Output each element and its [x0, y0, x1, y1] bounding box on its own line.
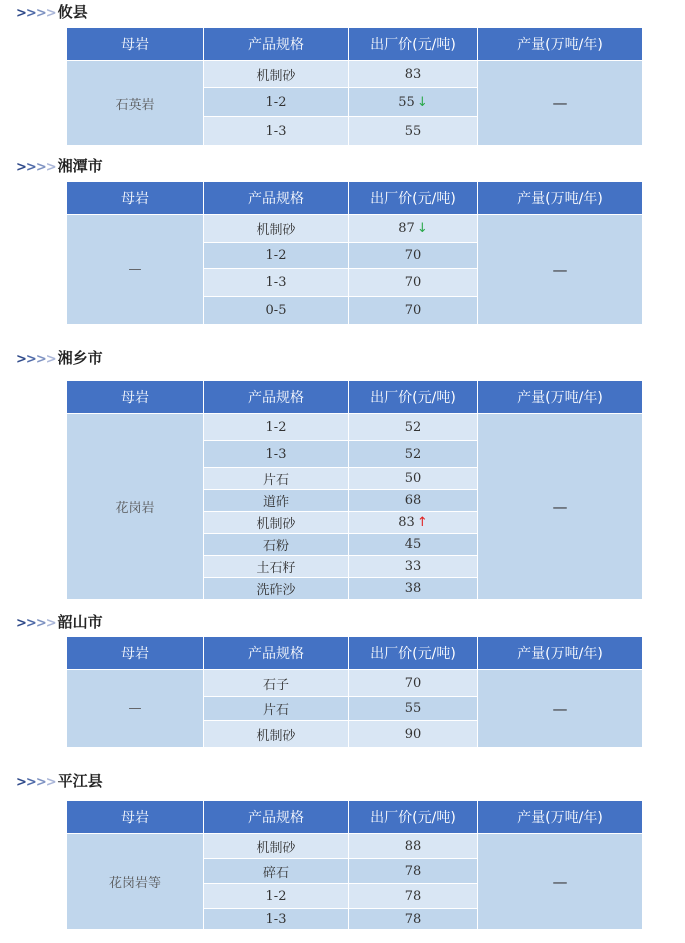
- mother-rock-cell: 花岗岩: [67, 414, 204, 600]
- header-price: 出厂价(元/吨): [349, 28, 478, 61]
- header-spec: 产品规格: [204, 28, 349, 61]
- table-header-row: [67, 801, 643, 834]
- price-value: 70: [404, 675, 422, 691]
- header-price: 出厂价(元/吨): [349, 637, 478, 670]
- table-header-row: [67, 182, 643, 215]
- header-mother-rock: 母岩: [67, 381, 204, 414]
- header-mother-rock: 母岩: [67, 637, 204, 670]
- spec-cell: 1-3: [204, 909, 349, 930]
- price-value: 90: [404, 726, 422, 742]
- price-table: [66, 181, 643, 325]
- price-value: 52: [404, 446, 422, 462]
- price-value: 55: [398, 94, 415, 110]
- price-cell: [349, 61, 478, 88]
- heading-arrows-icon: >>>>: [16, 616, 56, 631]
- price-value: 33: [404, 559, 422, 574]
- spec-cell: 机制砂: [204, 215, 349, 243]
- trend-down-icon: ↓: [416, 221, 428, 236]
- section-heading: [16, 157, 103, 175]
- section-title: 攸县: [57, 3, 88, 21]
- section-heading: [16, 613, 103, 631]
- price-cell: [349, 512, 478, 534]
- header-output: 产量(万吨/年): [478, 182, 643, 215]
- spec-cell: 道砟: [204, 490, 349, 512]
- mother-rock-cell: 花岗岩等: [67, 834, 204, 930]
- spec-cell: 石子: [204, 670, 349, 697]
- price-cell: [349, 884, 478, 909]
- price-value: 55: [404, 701, 422, 716]
- price-value: 78: [404, 911, 422, 927]
- output-cell: —: [478, 215, 643, 325]
- header-output: 产量(万吨/年): [478, 637, 643, 670]
- section-title: 平江县: [57, 772, 103, 790]
- price-value: 45: [404, 537, 422, 552]
- heading-arrows-icon: >>>>: [16, 775, 56, 790]
- spec-cell: 片石: [204, 697, 349, 721]
- spec-cell: 洗砟沙: [204, 578, 349, 600]
- spec-cell: 1-3: [204, 441, 349, 468]
- table-row: [67, 670, 643, 697]
- spec-cell: 0-5: [204, 297, 349, 325]
- spec-cell: 1-3: [204, 117, 349, 146]
- header-price: 出厂价(元/吨): [349, 182, 478, 215]
- price-cell: [349, 534, 478, 556]
- trend-up-icon: ↑: [416, 515, 428, 530]
- spec-cell: 片石: [204, 468, 349, 490]
- price-cell: [349, 468, 478, 490]
- table-header-row: [67, 28, 643, 61]
- output-cell: —: [478, 414, 643, 600]
- header-spec: 产品规格: [204, 182, 349, 215]
- price-cell: [349, 490, 478, 512]
- price-value: 55: [404, 123, 422, 139]
- heading-arrows-icon: >>>>: [16, 160, 56, 175]
- price-cell: [349, 721, 478, 748]
- spec-cell: 石粉: [204, 534, 349, 556]
- price-value: 50: [404, 471, 422, 486]
- spec-cell: 1-2: [204, 88, 349, 117]
- section-title: 韶山市: [57, 613, 103, 631]
- section-title: 湘乡市: [57, 349, 103, 367]
- price-cell: [349, 269, 478, 297]
- header-output: 产量(万吨/年): [478, 801, 643, 834]
- table-row: [67, 61, 643, 88]
- price-cell: [349, 859, 478, 884]
- header-output: 产量(万吨/年): [478, 381, 643, 414]
- price-table: [66, 380, 643, 600]
- spec-cell: 机制砂: [204, 834, 349, 859]
- spec-cell: 土石籽: [204, 556, 349, 578]
- price-cell: [349, 117, 478, 146]
- header-mother-rock: 母岩: [67, 801, 204, 834]
- price-cell: [349, 909, 478, 930]
- price-value: 83: [404, 66, 422, 82]
- section-heading: [16, 3, 88, 21]
- mother-rock-cell: —: [67, 670, 204, 748]
- price-cell: [349, 697, 478, 721]
- section-title: 湘潭市: [57, 157, 103, 175]
- spec-cell: 1-3: [204, 269, 349, 297]
- spec-cell: 1-2: [204, 884, 349, 909]
- table-row: [67, 834, 643, 859]
- price-cell: [349, 243, 478, 269]
- price-value: 88: [404, 838, 422, 854]
- header-mother-rock: 母岩: [67, 182, 204, 215]
- price-cell: [349, 215, 478, 243]
- spec-cell: 机制砂: [204, 721, 349, 748]
- mother-rock-cell: 石英岩: [67, 61, 204, 146]
- price-value: 78: [404, 863, 422, 879]
- output-cell: —: [478, 670, 643, 748]
- price-value: 52: [404, 419, 422, 435]
- mother-rock-cell: —: [67, 215, 204, 325]
- spec-cell: 碎石: [204, 859, 349, 884]
- heading-arrows-icon: >>>>: [16, 352, 56, 367]
- table-row: [67, 414, 643, 441]
- trend-down-icon: ↓: [416, 94, 428, 110]
- price-value: 68: [404, 493, 422, 508]
- price-cell: [349, 834, 478, 859]
- price-cell: [349, 578, 478, 600]
- header-output: 产量(万吨/年): [478, 28, 643, 61]
- price-cell: [349, 670, 478, 697]
- header-price: 出厂价(元/吨): [349, 381, 478, 414]
- section-heading: [16, 349, 103, 367]
- output-cell: —: [478, 834, 643, 930]
- price-cell: [349, 556, 478, 578]
- price-value: 83: [398, 515, 415, 530]
- price-table: [66, 800, 643, 930]
- spec-cell: 机制砂: [204, 512, 349, 534]
- spec-cell: 1-2: [204, 414, 349, 441]
- heading-arrows-icon: >>>>: [16, 6, 56, 21]
- table-header-row: [67, 637, 643, 670]
- spec-cell: 1-2: [204, 243, 349, 269]
- price-value: 70: [404, 275, 422, 290]
- header-spec: 产品规格: [204, 637, 349, 670]
- output-cell: —: [478, 61, 643, 146]
- header-spec: 产品规格: [204, 801, 349, 834]
- section-heading: [16, 772, 103, 790]
- price-value: 38: [404, 581, 422, 596]
- spec-cell: 机制砂: [204, 61, 349, 88]
- price-value: 87: [398, 221, 415, 236]
- price-value: 78: [404, 888, 422, 904]
- header-spec: 产品规格: [204, 381, 349, 414]
- header-mother-rock: 母岩: [67, 28, 204, 61]
- price-cell: [349, 297, 478, 325]
- table-header-row: [67, 381, 643, 414]
- price-cell: [349, 88, 478, 117]
- price-cell: [349, 441, 478, 468]
- price-cell: [349, 414, 478, 441]
- price-value: 70: [404, 248, 422, 263]
- price-table: [66, 636, 643, 748]
- price-value: 70: [404, 303, 422, 318]
- table-row: [67, 215, 643, 243]
- header-price: 出厂价(元/吨): [349, 801, 478, 834]
- price-table: [66, 27, 643, 146]
